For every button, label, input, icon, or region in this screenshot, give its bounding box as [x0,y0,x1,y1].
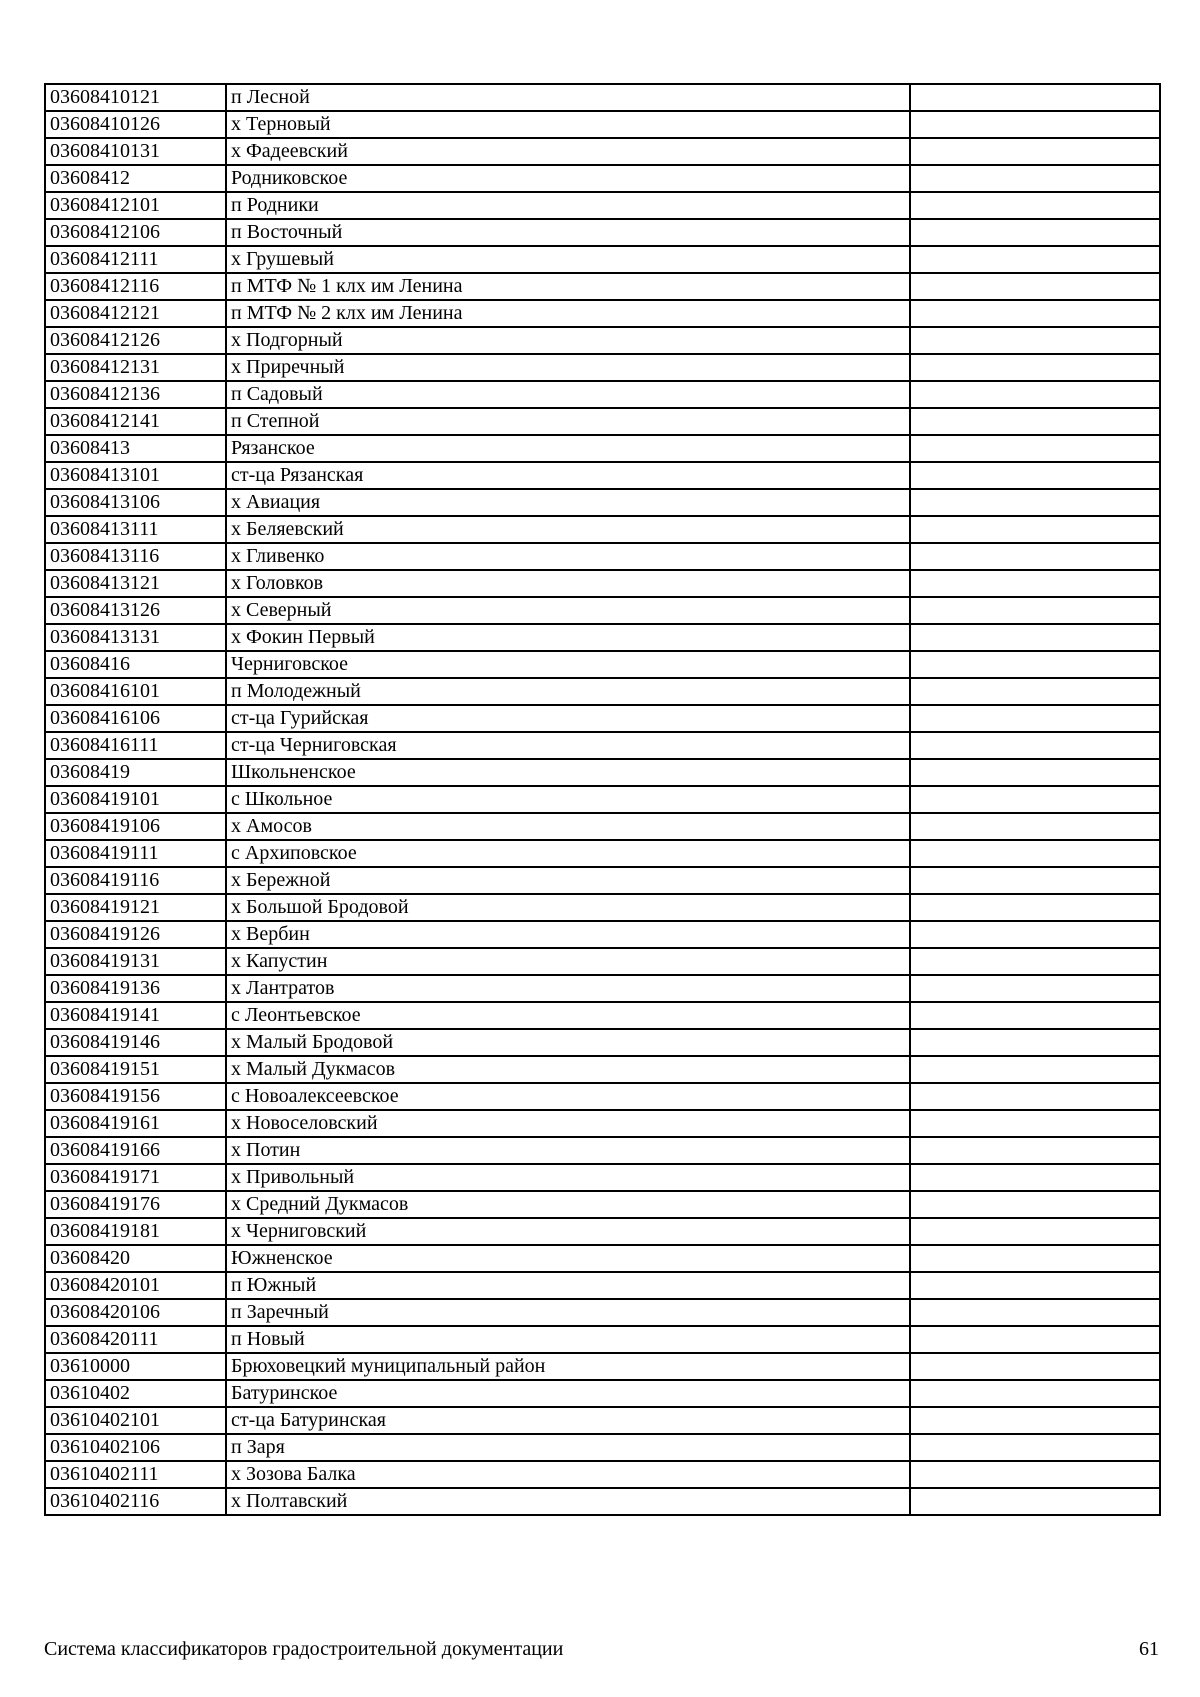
code-cell: 03608419111 [45,840,226,867]
code-cell: 03608413106 [45,489,226,516]
empty-cell [910,1056,1160,1083]
classifier-table [44,83,1161,1516]
table-row [45,1083,1160,1110]
empty-cell [910,1434,1160,1461]
name-cell: х Подгорный [226,327,910,354]
table-row [45,1488,1160,1515]
table-row [45,921,1160,948]
table-row [45,219,1160,246]
empty-cell [910,705,1160,732]
empty-cell [910,678,1160,705]
empty-cell [910,381,1160,408]
empty-cell [910,300,1160,327]
table-row [45,1407,1160,1434]
name-cell: х Фадеевский [226,138,910,165]
name-cell: х Фокин Первый [226,624,910,651]
name-cell: х Малый Бродовой [226,1029,910,1056]
code-cell: 03608412101 [45,192,226,219]
table-row [45,462,1160,489]
code-cell: 03608419141 [45,1002,226,1029]
name-cell: Брюховецкий муниципальный район [226,1353,910,1380]
name-cell: с Леонтьевское [226,1002,910,1029]
code-cell: 03608419156 [45,1083,226,1110]
code-cell: 03610402106 [45,1434,226,1461]
code-cell: 03610402116 [45,1488,226,1515]
code-cell: 03608419171 [45,1164,226,1191]
footer-title: Система классификаторов градостроительной документации [44,1638,564,1660]
empty-cell [910,1029,1160,1056]
code-cell: 03608412126 [45,327,226,354]
empty-cell [910,246,1160,273]
classifier-table-body [45,84,1160,1515]
code-cell: 03608410131 [45,138,226,165]
empty-cell [910,1461,1160,1488]
name-cell: х Малый Дукмасов [226,1056,910,1083]
table-row [45,1353,1160,1380]
table-row [45,1299,1160,1326]
code-cell: 03610402 [45,1380,226,1407]
code-cell: 03608416101 [45,678,226,705]
code-cell: 03608413111 [45,516,226,543]
table-row [45,597,1160,624]
table-row [45,624,1160,651]
empty-cell [910,1191,1160,1218]
name-cell: ст-ца Рязанская [226,462,910,489]
name-cell: п Новый [226,1326,910,1353]
empty-cell [910,651,1160,678]
code-cell: 03610000 [45,1353,226,1380]
name-cell: ст-ца Батуринская [226,1407,910,1434]
empty-cell [910,462,1160,489]
name-cell: х Беляевский [226,516,910,543]
code-cell: 03608419101 [45,786,226,813]
empty-cell [910,1002,1160,1029]
code-cell: 03608410126 [45,111,226,138]
table-row [45,1056,1160,1083]
table-row [45,1137,1160,1164]
name-cell: с Новоалексеевское [226,1083,910,1110]
empty-cell [910,1272,1160,1299]
empty-cell [910,192,1160,219]
name-cell: х Бережной [226,867,910,894]
name-cell: Родниковское [226,165,910,192]
empty-cell [910,732,1160,759]
table-row [45,1434,1160,1461]
empty-cell [910,516,1160,543]
code-cell: 03608416 [45,651,226,678]
name-cell: ст-ца Черниговская [226,732,910,759]
table-row [45,354,1160,381]
table-row [45,1164,1160,1191]
name-cell: х Авиация [226,489,910,516]
empty-cell [910,759,1160,786]
code-cell: 03608419106 [45,813,226,840]
name-cell: х Большой Бродовой [226,894,910,921]
table-row [45,246,1160,273]
empty-cell [910,165,1160,192]
table-row [45,1380,1160,1407]
table-row [45,516,1160,543]
name-cell: х Зозова Балка [226,1461,910,1488]
name-cell: х Капустин [226,948,910,975]
table-row [45,1245,1160,1272]
code-cell: 03608412106 [45,219,226,246]
empty-cell [910,1110,1160,1137]
empty-cell [910,1326,1160,1353]
name-cell: Школьненское [226,759,910,786]
table-row [45,678,1160,705]
name-cell: п Заречный [226,1299,910,1326]
page-number: 61 [1139,1638,1159,1660]
code-cell: 03608412136 [45,381,226,408]
name-cell: х Черниговский [226,1218,910,1245]
table-row [45,651,1160,678]
table-row [45,1326,1160,1353]
table-row [45,111,1160,138]
name-cell: п Южный [226,1272,910,1299]
code-cell: 03608419151 [45,1056,226,1083]
empty-cell [910,435,1160,462]
table-row [45,273,1160,300]
table-row [45,489,1160,516]
name-cell: Черниговское [226,651,910,678]
name-cell: х Потин [226,1137,910,1164]
code-cell: 03608413126 [45,597,226,624]
empty-cell [910,840,1160,867]
empty-cell [910,138,1160,165]
code-cell: 03608412116 [45,273,226,300]
code-cell: 03608410121 [45,84,226,111]
empty-cell [910,327,1160,354]
empty-cell [910,273,1160,300]
name-cell: с Архиповское [226,840,910,867]
code-cell: 03608420111 [45,1326,226,1353]
table-row [45,813,1160,840]
code-cell: 03608419176 [45,1191,226,1218]
table-row [45,435,1160,462]
table-row [45,84,1160,111]
code-cell: 03608413131 [45,624,226,651]
name-cell: п Садовый [226,381,910,408]
name-cell: ст-ца Гурийская [226,705,910,732]
code-cell: 03608412141 [45,408,226,435]
code-cell: 03608420 [45,1245,226,1272]
empty-cell [910,1380,1160,1407]
table-row [45,1218,1160,1245]
table-row [45,948,1160,975]
empty-cell [910,1407,1160,1434]
code-cell: 03608419161 [45,1110,226,1137]
code-cell: 03608413121 [45,570,226,597]
table-row [45,705,1160,732]
table-row [45,1110,1160,1137]
code-cell: 03608419181 [45,1218,226,1245]
code-cell: 03608420101 [45,1272,226,1299]
name-cell: п Восточный [226,219,910,246]
name-cell: п Молодежный [226,678,910,705]
code-cell: 03608412121 [45,300,226,327]
empty-cell [910,1299,1160,1326]
table-row [45,975,1160,1002]
name-cell: х Амосов [226,813,910,840]
table-row [45,759,1160,786]
empty-cell [910,975,1160,1002]
empty-cell [910,489,1160,516]
name-cell: х Вербин [226,921,910,948]
code-cell: 03608419166 [45,1137,226,1164]
code-cell: 03608413101 [45,462,226,489]
empty-cell [910,1137,1160,1164]
name-cell: п МТФ № 2 клх им Ленина [226,300,910,327]
empty-cell [910,84,1160,111]
empty-cell [910,948,1160,975]
name-cell: Рязанское [226,435,910,462]
table-row [45,732,1160,759]
empty-cell [910,354,1160,381]
code-cell: 03608419136 [45,975,226,1002]
table-row [45,138,1160,165]
table-row [45,570,1160,597]
name-cell: с Школьное [226,786,910,813]
name-cell: х Средний Дукмасов [226,1191,910,1218]
name-cell: х Терновый [226,111,910,138]
code-cell: 03608412131 [45,354,226,381]
name-cell: п Лесной [226,84,910,111]
table-row [45,1029,1160,1056]
name-cell: х Полтавский [226,1488,910,1515]
code-cell: 03608419146 [45,1029,226,1056]
empty-cell [910,786,1160,813]
code-cell: 03608413116 [45,543,226,570]
code-cell: 03608419126 [45,921,226,948]
empty-cell [910,921,1160,948]
name-cell: п Родники [226,192,910,219]
name-cell: х Лантратов [226,975,910,1002]
name-cell: х Приречный [226,354,910,381]
table-row [45,543,1160,570]
name-cell: х Новоселовский [226,1110,910,1137]
empty-cell [910,219,1160,246]
table-row [45,408,1160,435]
name-cell: Южненское [226,1245,910,1272]
table-row [45,165,1160,192]
table-row [45,192,1160,219]
table-row [45,1002,1160,1029]
table-row [45,327,1160,354]
table-row [45,1272,1160,1299]
empty-cell [910,624,1160,651]
empty-cell [910,597,1160,624]
table-row [45,381,1160,408]
table-row [45,867,1160,894]
code-cell: 03608413 [45,435,226,462]
empty-cell [910,1353,1160,1380]
name-cell: п Степной [226,408,910,435]
code-cell: 03608412111 [45,246,226,273]
code-cell: 03608420106 [45,1299,226,1326]
name-cell: х Северный [226,597,910,624]
empty-cell [910,543,1160,570]
empty-cell [910,1083,1160,1110]
empty-cell [910,408,1160,435]
code-cell: 03610402101 [45,1407,226,1434]
table-row [45,1461,1160,1488]
empty-cell [910,570,1160,597]
code-cell: 03608419121 [45,894,226,921]
table-row [45,894,1160,921]
empty-cell [910,1218,1160,1245]
empty-cell [910,1245,1160,1272]
code-cell: 03608412 [45,165,226,192]
empty-cell [910,111,1160,138]
code-cell: 03608416106 [45,705,226,732]
code-cell: 03608416111 [45,732,226,759]
table-row [45,1191,1160,1218]
table-row [45,300,1160,327]
name-cell: п Заря [226,1434,910,1461]
code-cell: 03608419 [45,759,226,786]
code-cell: 03610402111 [45,1461,226,1488]
empty-cell [910,813,1160,840]
code-cell: 03608419131 [45,948,226,975]
empty-cell [910,894,1160,921]
empty-cell [910,1164,1160,1191]
name-cell: п МТФ № 1 клх им Ленина [226,273,910,300]
empty-cell [910,1488,1160,1515]
name-cell: х Грушевый [226,246,910,273]
name-cell: Батуринское [226,1380,910,1407]
name-cell: х Головков [226,570,910,597]
empty-cell [910,867,1160,894]
name-cell: х Привольный [226,1164,910,1191]
table-row [45,786,1160,813]
code-cell: 03608419116 [45,867,226,894]
table-row [45,840,1160,867]
name-cell: х Гливенко [226,543,910,570]
